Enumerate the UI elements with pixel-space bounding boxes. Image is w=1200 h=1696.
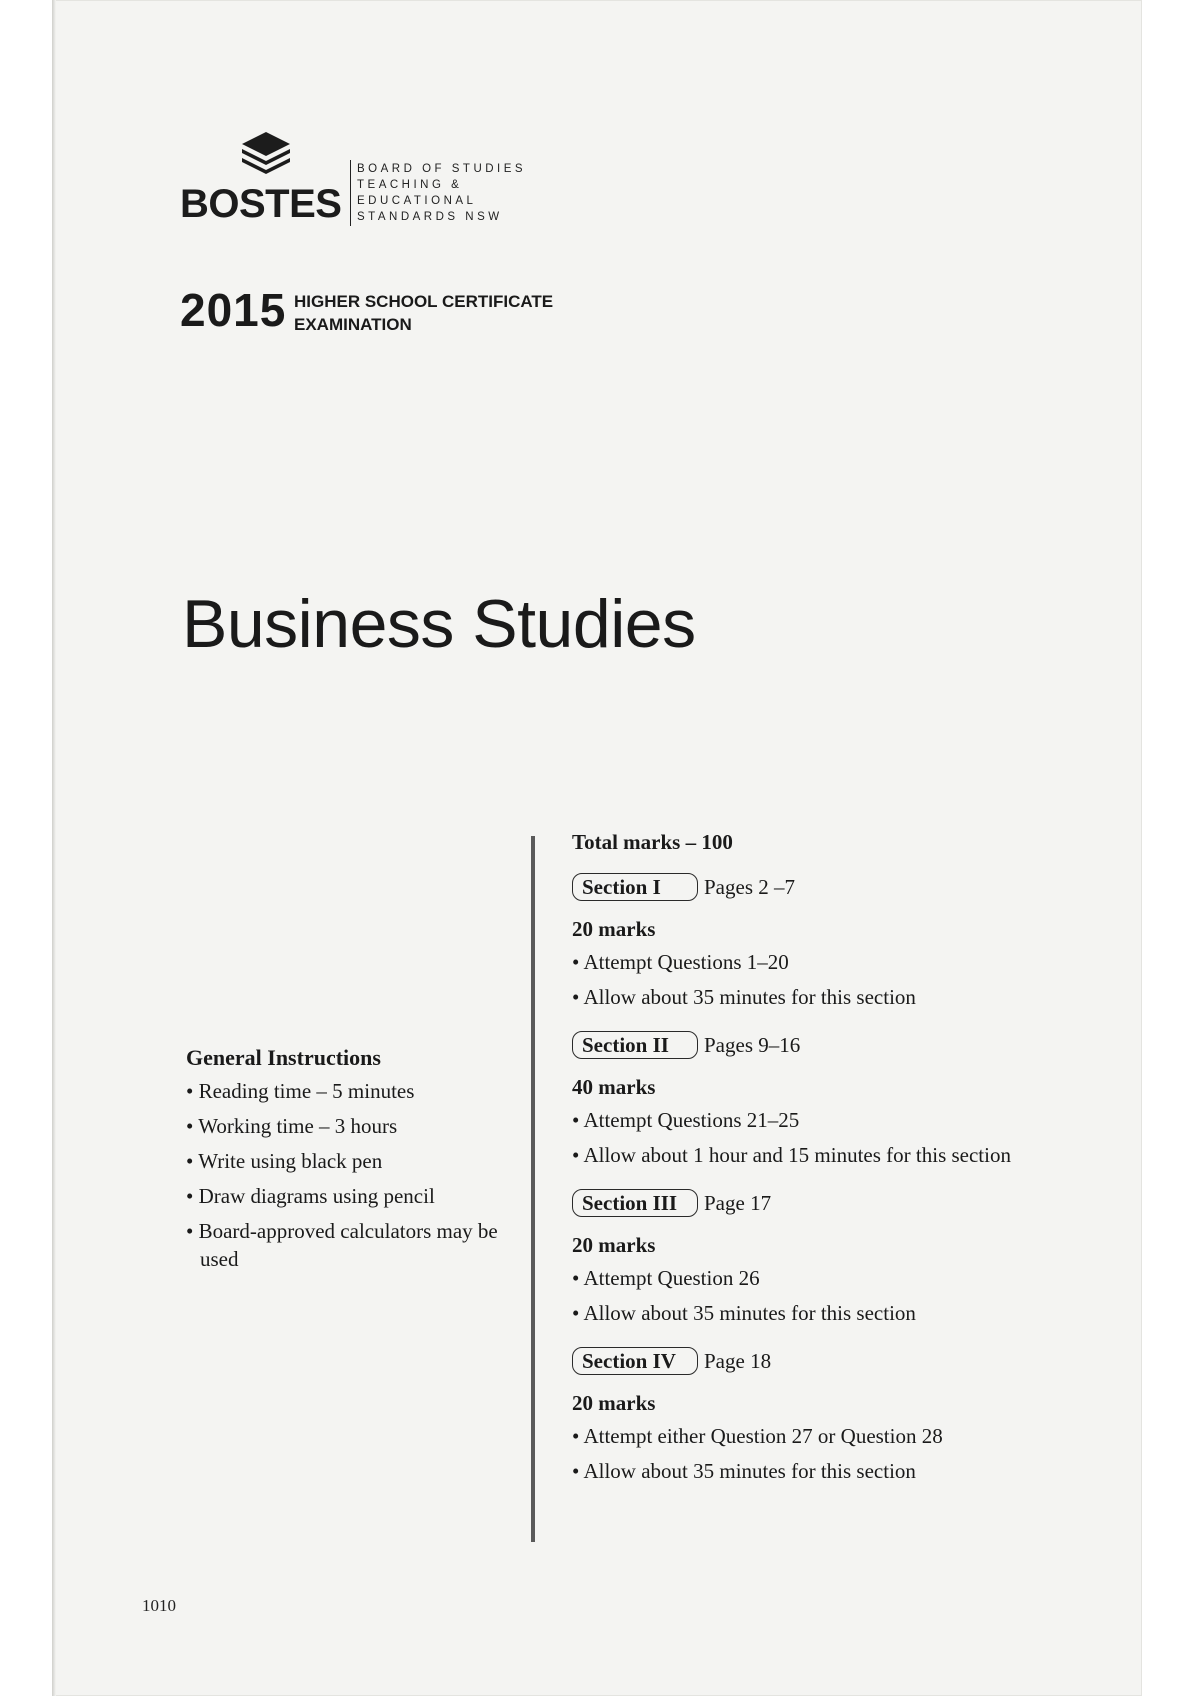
vertical-rule (531, 836, 535, 1542)
section-header (572, 1345, 1092, 1377)
section-instruction: • Attempt either Question 27 or Question 28 (572, 1422, 1092, 1450)
section-pages: Pages 2 –7 (704, 874, 795, 899)
logo-wordmark: BOSTES (180, 182, 342, 226)
section-marks: 20 marks (572, 1391, 656, 1415)
section-instructions (572, 1106, 1092, 1169)
page-code: 1010 (142, 1596, 176, 1615)
section-label: Section II (572, 1031, 698, 1059)
section-header (572, 1029, 1092, 1061)
section-instructions (572, 1264, 1092, 1327)
section-label: Section I (572, 873, 698, 901)
instruction-item: • Reading time – 5 minutes (186, 1077, 516, 1105)
section-instruction: • Allow about 35 minutes for this section (572, 983, 1092, 1011)
exam-title-line: EXAMINATION (294, 315, 412, 334)
general-instructions (186, 1045, 516, 1280)
section-instruction: • Allow about 1 hour and 15 minutes for this section (572, 1141, 1092, 1169)
stacked-books-icon (238, 130, 294, 180)
section-instruction: • Attempt Question 26 (572, 1264, 1092, 1292)
section-block (572, 1187, 1092, 1327)
board-line: BOARD OF STUDIES (357, 163, 527, 175)
section-marks: 20 marks (572, 917, 656, 941)
section-header (572, 871, 1092, 903)
section-pages: Page 17 (704, 1190, 772, 1215)
sections-overview (572, 830, 1092, 1503)
instruction-item: • Board-approved calculators may be used (186, 1217, 516, 1273)
board-line: EDUCATIONAL (357, 195, 477, 207)
section-marks: 20 marks (572, 1233, 656, 1257)
section-instruction: • Attempt Questions 21–25 (572, 1106, 1092, 1134)
page-edge-shadow (52, 0, 56, 1696)
section-instruction: • Allow about 35 minutes for this section (572, 1299, 1092, 1327)
section-label: Section IV (572, 1347, 698, 1375)
section-label: Section III (572, 1189, 698, 1217)
section-pages: Page 18 (704, 1348, 772, 1373)
general-instructions-title: General Instructions (186, 1045, 381, 1070)
section-instructions (572, 1422, 1092, 1485)
section-block (572, 1345, 1092, 1485)
total-marks: Total marks – 100 (572, 830, 733, 854)
section-block (572, 1029, 1092, 1169)
section-pages: Pages 9–16 (704, 1032, 801, 1057)
board-name (357, 161, 526, 225)
board-line: TEACHING & (357, 179, 463, 191)
logo-divider (350, 160, 351, 226)
section-instruction: • Allow about 35 minutes for this section (572, 1457, 1092, 1485)
instruction-list (186, 1077, 516, 1273)
exam-year: 2015 (180, 284, 287, 336)
instruction-item: • Write using black pen (186, 1147, 516, 1175)
board-line: STANDARDS NSW (357, 211, 503, 223)
bostes-logo (180, 130, 540, 230)
subject-title: Business Studies (182, 586, 696, 662)
exam-title (294, 290, 554, 336)
section-instruction: • Attempt Questions 1–20 (572, 948, 1092, 976)
instruction-item: • Draw diagrams using pencil (186, 1182, 516, 1210)
exam-title-line: HIGHER SCHOOL CERTIFICATE (294, 292, 554, 311)
section-instructions (572, 948, 1092, 1011)
instruction-item: • Working time – 3 hours (186, 1112, 516, 1140)
section-header (572, 1187, 1092, 1219)
section-marks: 40 marks (572, 1075, 656, 1099)
section-block (572, 871, 1092, 1011)
